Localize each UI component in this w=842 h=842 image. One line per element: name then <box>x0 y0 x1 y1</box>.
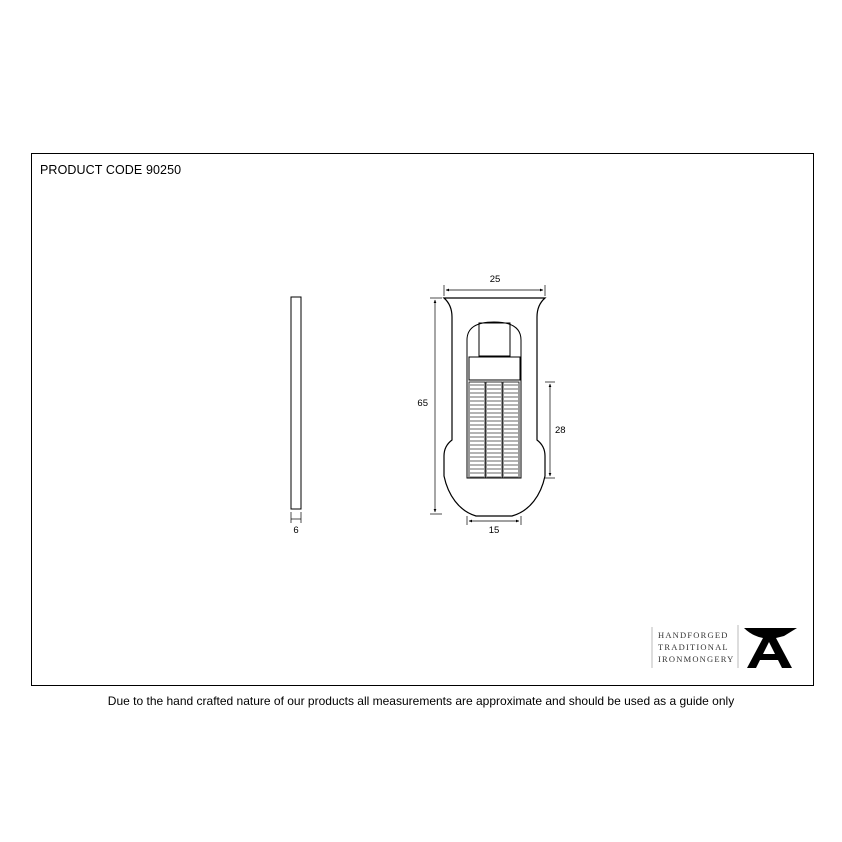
side-view <box>291 297 301 523</box>
side-thickness-label: 6 <box>293 525 299 536</box>
product-code: PRODUCT CODE 90250 <box>40 163 182 177</box>
base-width-label: 15 <box>488 525 500 536</box>
brand-line-3: IRONMONGERY <box>658 654 735 664</box>
front-view <box>444 298 545 516</box>
brand-line-1: HANDFORGED <box>658 630 729 640</box>
brand-line-2: TRADITIONAL <box>658 642 729 652</box>
disclaimer-text: Due to the hand crafted nature of our products all measurements are approximate and should be used as a guide only <box>107 694 735 708</box>
overall-height-label: 65 <box>417 398 428 409</box>
anvil-a-icon <box>744 628 797 668</box>
top-width-label: 25 <box>489 274 501 285</box>
grip-height-label: 28 <box>555 425 566 436</box>
